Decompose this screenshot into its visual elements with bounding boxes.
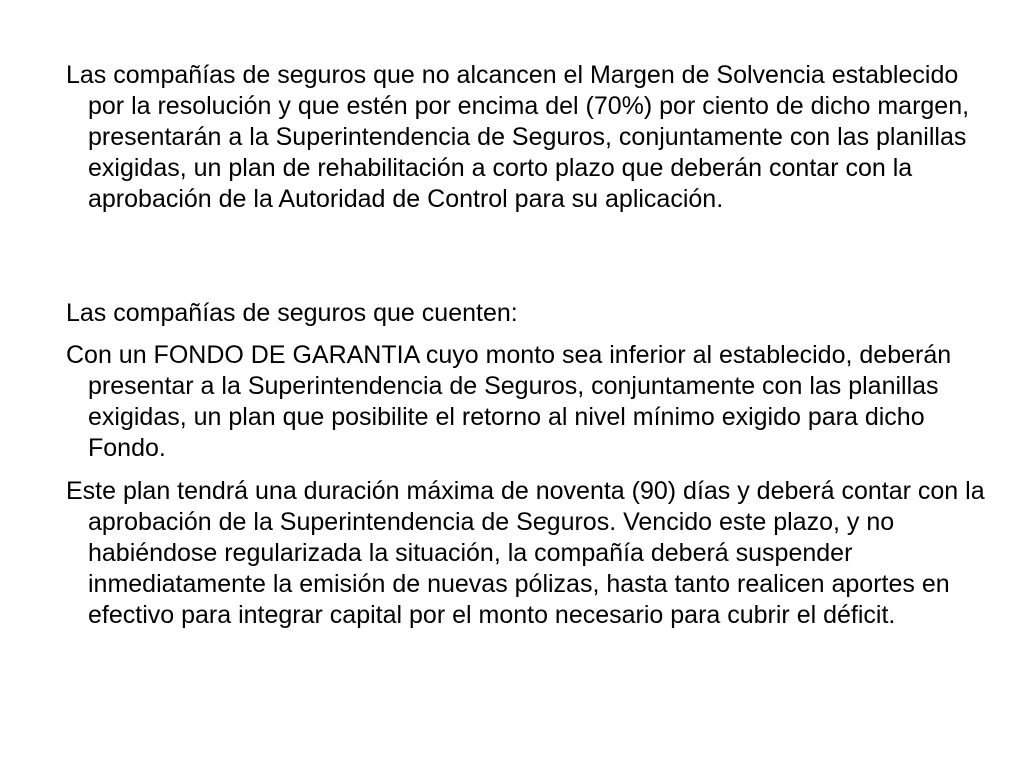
paragraph-solvency-margin: Las compañías de seguros que no alcancen el Margen de Solvencia establecido por la resolución y que estén por encima del (70%) por ciento de dicho margen, presentarán a la Superintendencia de Seguros, conjuntamente con las planillas exigidas, un plan de rehabilitación a corto plazo que deberán contar con la aprobación de la Autoridad de Control para su aplicación. [66,61,970,213]
paragraph-guarantee-fund: Con un FONDO DE GARANTIA cuyo monto sea inferior al establecido, deberán presentar a la Superintendencia de Seguros, conjuntamente con las planillas exigidas, un plan que posibilite el retorno al nivel mínimo exigido para dicho Fondo. [66,341,952,462]
paragraph-plan-duration: Este plan tendrá una duración máxima de noventa (90) días y deberá contar con la aprobación de la Superintendencia de Seguros. Vencido este plazo, y no habiéndose regularizada la situación, la compañía deberá suspender inmediatamente la emisión de nuevas pólizas, hasta tanto realicen aportes en efectivo para integrar capital por el monto necesario para cubrir el déficit. [66,477,985,629]
paragraph-companies-with: Las compañías de seguros que cuenten: [66,299,518,327]
